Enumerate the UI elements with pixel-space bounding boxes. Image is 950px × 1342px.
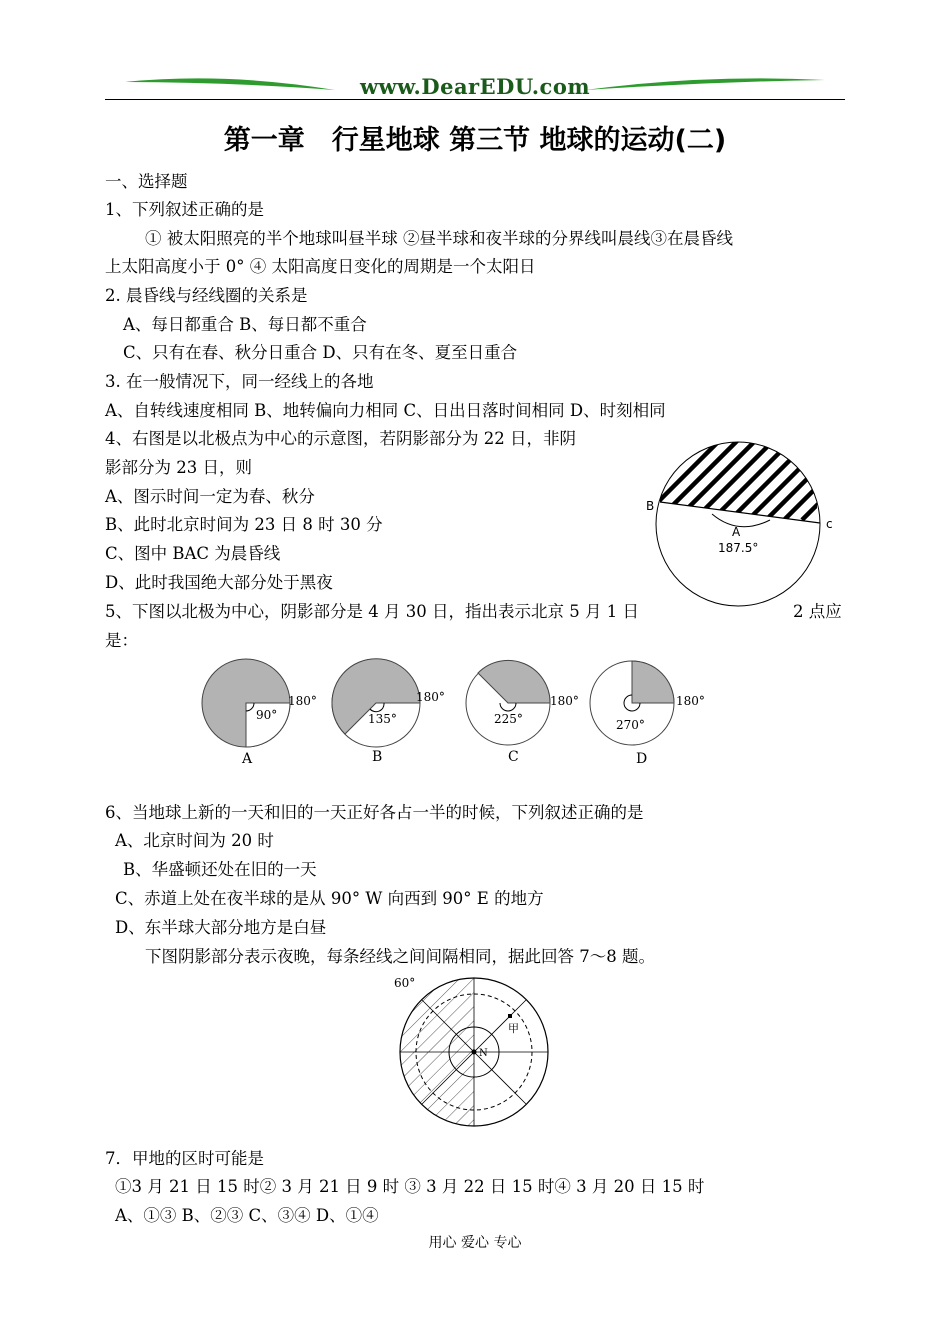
q5-b-letter: B (372, 749, 383, 765)
page-title: 第一章 行星地球 第三节 地球的运动(二) (223, 125, 727, 156)
q4-option-c: C、图中 BAC 为晨昏线 (105, 544, 281, 563)
q4-label-a: A (732, 525, 741, 539)
q6-stem: 6、当地球上新的一天和旧的一天正好各占一半的时候，下列叙述正确的是 (105, 803, 644, 822)
page-footer: 用心 爱心 专心 (428, 1235, 522, 1251)
q5-stem-line2: 是： (105, 631, 138, 650)
q5-b-angle: 135° (368, 712, 397, 726)
q4-polar-diagram (640, 440, 840, 610)
q5-figure-b (332, 659, 445, 765)
fig78-lat-label: 60° (394, 976, 416, 990)
q7-8-intro: 下图阴影部分表示夜晚，每条经线之间间隔相同，据此回答 7～8 题。 (145, 947, 655, 966)
section-heading: 一、选择题 (105, 172, 188, 191)
q5-stem-line1: 5、下图以北极为中心，阴影部分是 4 月 30 日，指出表示北京 5 月 1 日 (105, 602, 639, 621)
q4-stem-line1: 4、右图是以北极点为中心的示意图，若阴影部分为 22 日，非阴 (105, 429, 576, 448)
q4-option-b: B、此时北京时间为 23 日 8 时 30 分 (105, 515, 383, 534)
q5-c-letter: C (508, 749, 519, 765)
q5-stem-tail: 2 点应 (793, 602, 842, 621)
q5-b-edge: 180° (416, 690, 445, 704)
q5-a-angle: 90° (256, 708, 278, 722)
header-rule (105, 99, 845, 100)
q4-option-d: D、此时我国绝大部分处于黑夜 (105, 573, 333, 592)
fig78-point-label: 甲 (508, 1022, 519, 1035)
q5-figure-a (202, 659, 317, 767)
q5-figure-c (466, 660, 579, 765)
q7-options: A、①③ B、②③ C、③④ D、①④ (115, 1206, 379, 1225)
q7-choices: ①3 月 21 日 15 时② 3 月 21 日 9 时 ③ 3 月 22 日 15 时④ 3 月 20 日 15 时 (115, 1177, 705, 1196)
fig78-pole-label: N (479, 1048, 488, 1059)
q5-a-edge: 180° (288, 694, 317, 708)
q5-d-angle: 270° (616, 718, 645, 732)
q4-stem-line2: 影部分为 23 日，则 (105, 458, 252, 477)
q2-stem: 2. 晨昏线与经线圈的关系是 (105, 286, 308, 305)
q5-d-edge: 180° (676, 694, 705, 708)
q5-d-letter: D (636, 751, 648, 767)
q5-polar-figures (200, 655, 720, 775)
q4-label-c: c (826, 517, 833, 531)
q2-options-cd: C、只有在春、秋分日重合 D、只有在冬、夏至日重合 (123, 343, 518, 362)
q5-figure-d (590, 661, 705, 767)
q6-option-b: B、华盛顿还处在旧的一天 (123, 860, 317, 879)
q6-option-c: C、赤道上处在夜半球的是从 90° W 向西到 90° E 的地方 (115, 889, 544, 908)
site-url: www.DearEDU.com (359, 74, 591, 99)
q4-option-a: A、图示时间一定为春、秋分 (105, 487, 315, 506)
q5-c-angle: 225° (494, 712, 523, 726)
q3-options: A、自转线速度相同 B、地转偏向力相同 C、日出日落时间相同 D、时刻相同 (105, 401, 666, 420)
q4-angle-label: 187.5° (718, 541, 759, 555)
q4-label-b: B (646, 499, 655, 513)
q3-stem: 3. 在一般情况下，同一经线上的各地 (105, 372, 374, 391)
q6-option-a: A、北京时间为 20 时 (115, 831, 274, 850)
q7-stem: 7．甲地的区时可能是 (105, 1149, 264, 1168)
point-jia-marker (508, 1014, 512, 1018)
q1-stem: 1、下列叙述正确的是 (105, 200, 264, 219)
q1-line2: 上太阳高度小于 0° ④ 太阳高度日变化的周期是一个太阳日 (105, 257, 536, 276)
q6-option-d: D、东半球大部分地方是白昼 (115, 918, 327, 937)
q5-a-letter: A (242, 751, 253, 767)
q1-line1: ① 被太阳照亮的半个地球叫昼半球 ②昼半球和夜半球的分界线叫晨线③在晨昏线 (145, 229, 733, 248)
q7-8-polar-diagram (392, 975, 557, 1135)
q5-c-edge: 180° (550, 694, 579, 708)
q2-options-ab: A、每日都重合 B、每日都不重合 (123, 315, 367, 334)
